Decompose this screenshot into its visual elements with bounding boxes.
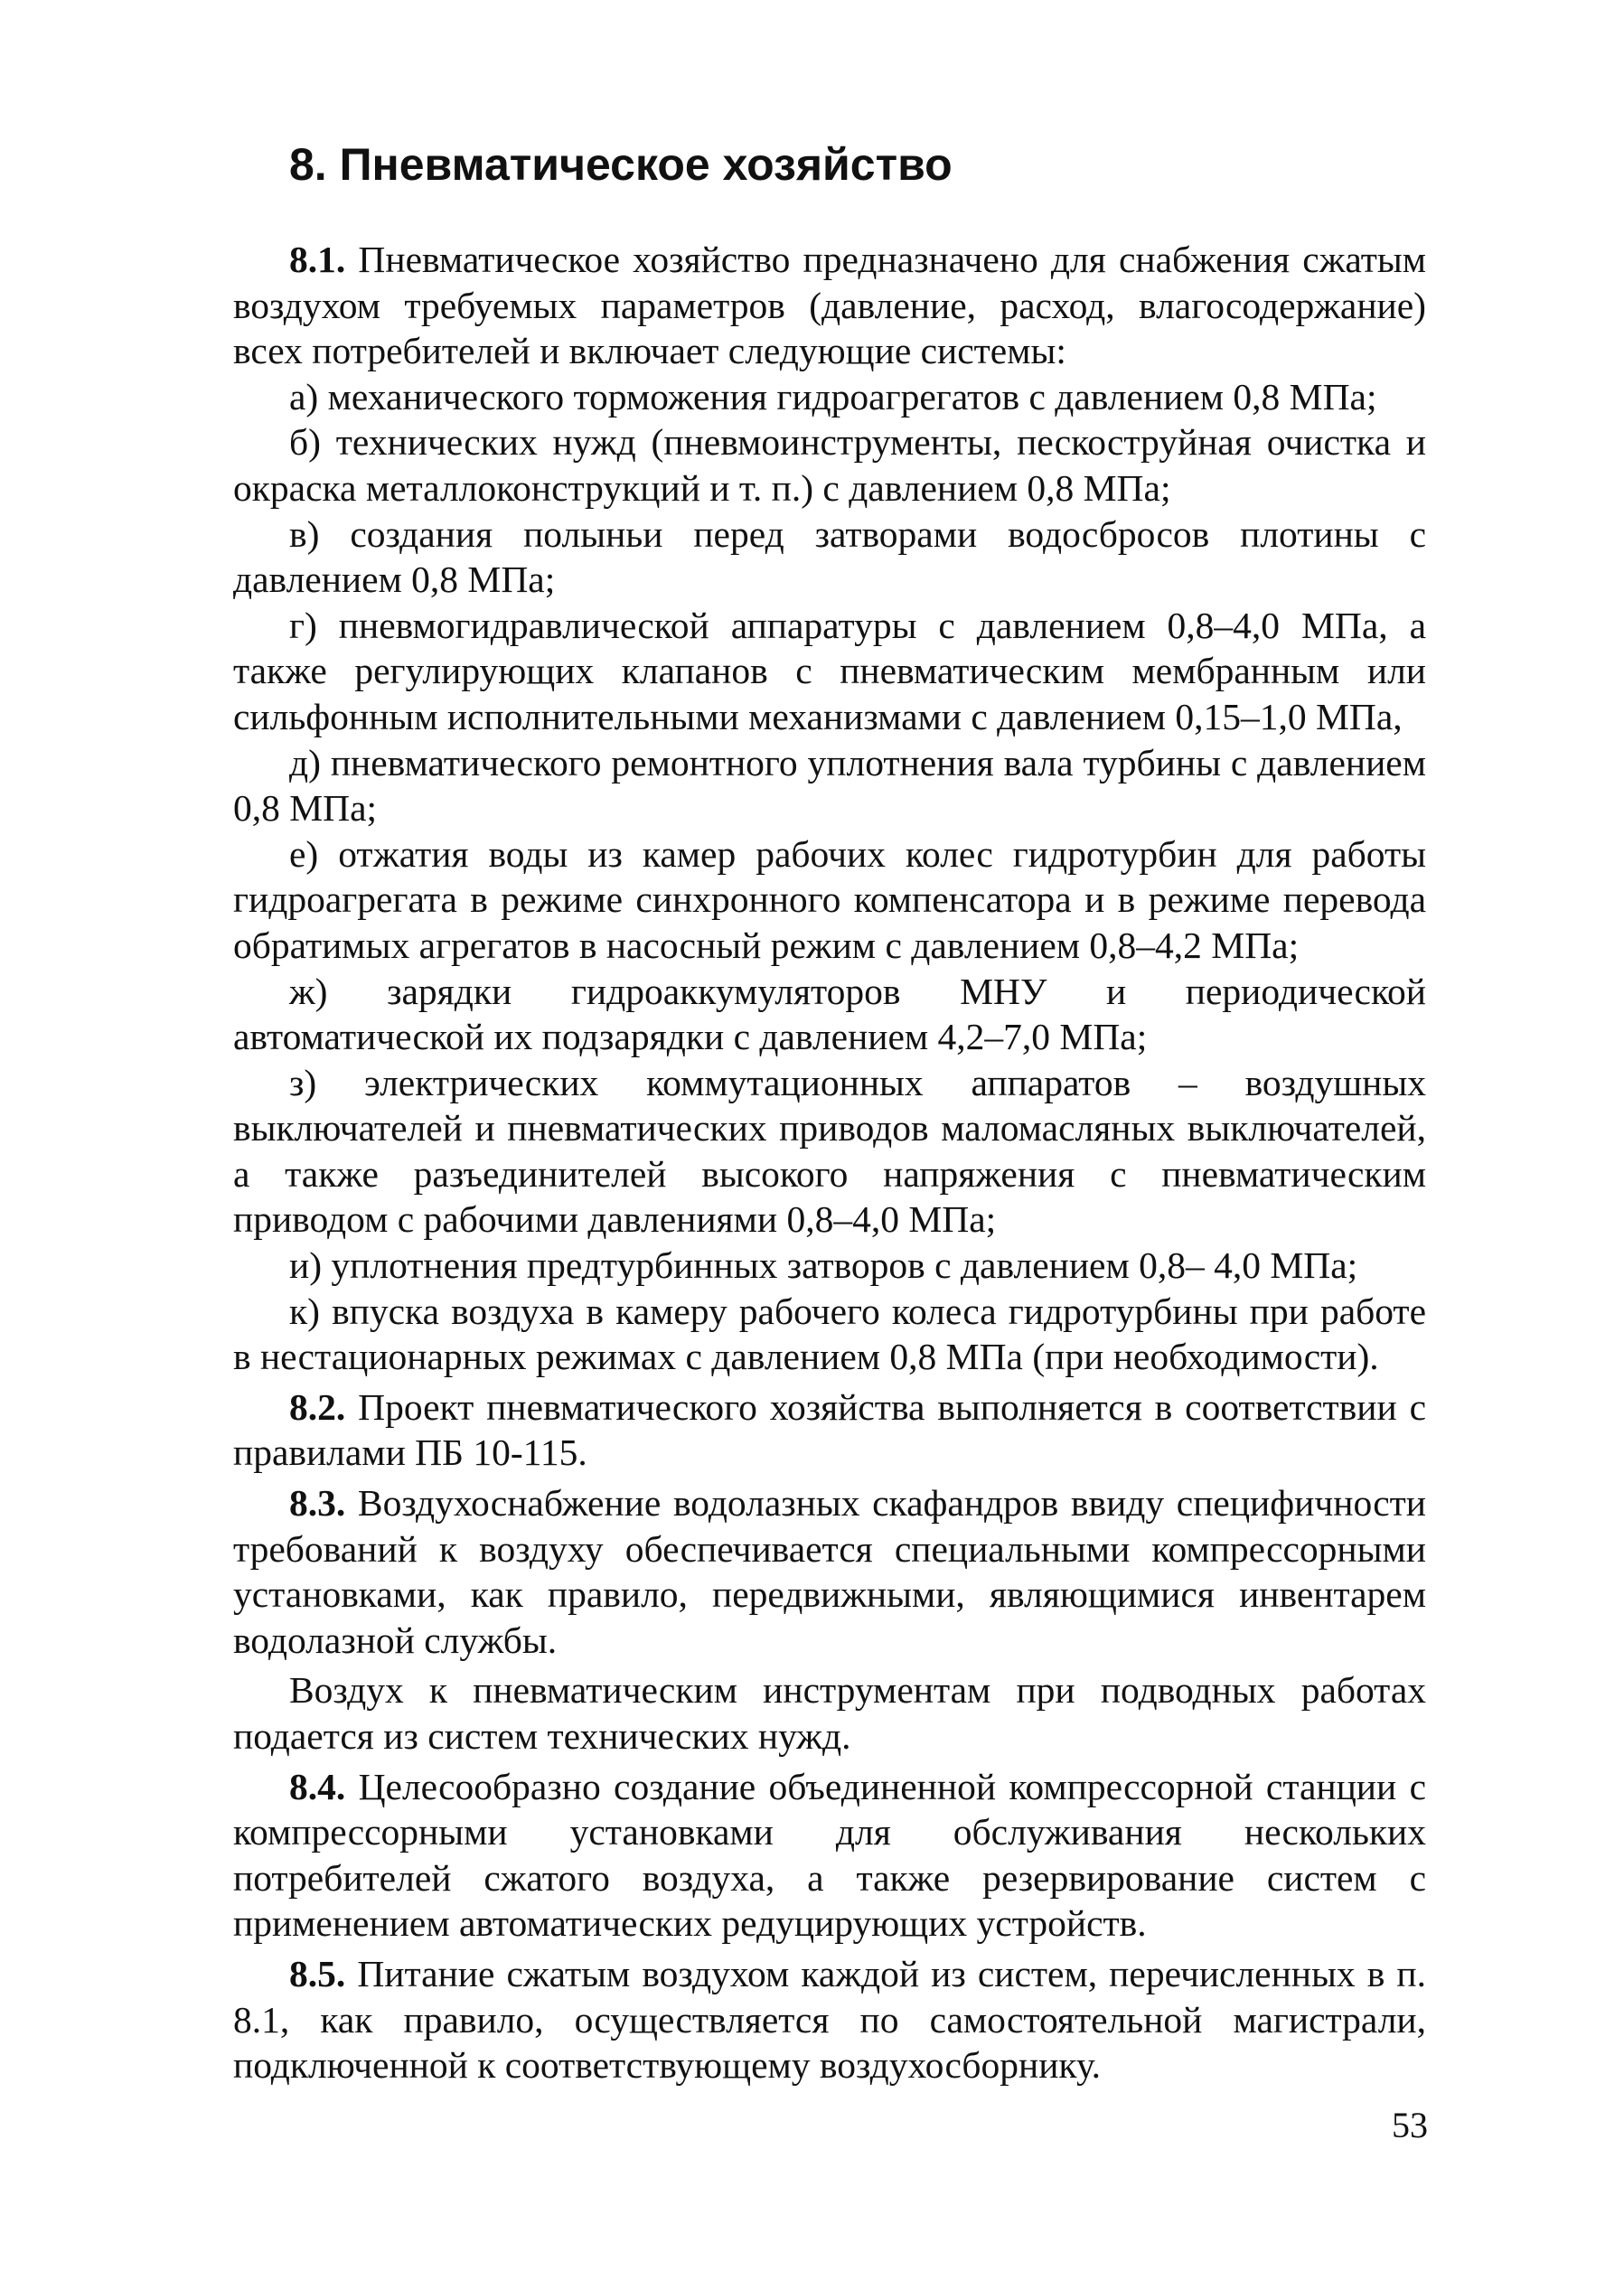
list-item-e	[233, 831, 1426, 969]
list-item-text: в) создания полыньи перед затворами водосбросов плотины с давлением 0,8 МПа;	[233, 512, 1426, 601]
list-item-text: з) электрических коммутационных аппаратов – воздушных выключателей и пневматических приводов маломасляных выключателей, а также разъединителей высокого напряжения с пневматическим приводом с рабочими давлениями 0,8–4,0 МПа;	[233, 1061, 1426, 1241]
list-item-g	[233, 603, 1426, 740]
paragraph-number: 8.4.	[289, 1765, 346, 1807]
list-item-text: к) впуска воздуха в камеру рабочего колеса гидротурбины при работе в нестационарных режимах с давлением 0,8 МПа (при необходимости).	[233, 1290, 1426, 1378]
list-item-v	[233, 511, 1426, 603]
section-body	[233, 237, 1426, 2088]
paragraph-text: Питание сжатым воздухом каждой из систем, перечисленных в п. 8.1, как правило, осуществляется по самостоятельной магистрали, подключенной к соответствующему воздухосборнику.	[233, 1952, 1426, 2087]
paragraph-text: Пневматическое хозяйство предназначено для снабжения сжатым воздухом требуемых параметров (давление, расход, влагосодержание) всех потребителей и включает следующие системы:	[233, 239, 1426, 372]
list-item-text: е) отжатия воды из камер рабочих колес гидротурбин для работы гидроагрегата в режиме синхронного компенсатора и в режиме перевода обратимых агрегатов в насосный режим с давлением 0,8–4,2 МПа;	[233, 832, 1426, 966]
paragraph-8-4	[233, 1764, 1426, 1947]
list-item-text: ж) зарядки гидроаккумуляторов МНУ и периодической автоматической их подзарядки с давлением 4,2–7,0 МПа;	[233, 970, 1426, 1058]
paragraph-number: 8.2.	[289, 1385, 346, 1428]
paragraph-8-1	[233, 237, 1426, 374]
list-item-z	[233, 1060, 1426, 1243]
paragraph-number: 8.1.	[289, 239, 346, 280]
paragraph-number: 8.3.	[289, 1482, 346, 1525]
list-item-zh	[233, 969, 1426, 1060]
paragraph-8-3	[233, 1480, 1426, 1663]
page-number: 53	[1392, 2105, 1428, 2145]
paragraph-text: Воздухоснабжение водолазных скафандров ввиду специфичности требований к воздуху обеспечивается специальными компрессорными установками, как правило, передвижными, являющимися инвентарем водолазной службы.	[233, 1482, 1426, 1661]
paragraph-8-2	[233, 1384, 1426, 1476]
list-item-text: д) пневматического ремонтного уплотнения вала турбины с давлением 0,8 МПа;	[233, 741, 1426, 830]
paragraph-text: Проект пневматического хозяйства выполняется в соответствии с правилами ПБ 10-115.	[233, 1385, 1426, 1474]
paragraph-text: Воздух к пневматическим инструментам при подводных работах подается из систем технических нужд.	[233, 1669, 1426, 1757]
list-item-k	[233, 1289, 1426, 1380]
paragraph-text: Целесообразно создание объединенной компрессорной станции с компрессорными установками для обслуживания нескольких потребителей сжатого воздуха, а также резервирование систем с применением автоматических редуцирующих устройств.	[233, 1765, 1426, 1945]
list-item-b	[233, 419, 1426, 511]
paragraph-8-3-continued	[233, 1667, 1426, 1759]
section-heading: 8. Пневматическое хозяйство	[289, 139, 953, 190]
paragraph-8-5	[233, 1951, 1426, 2088]
list-item-i	[233, 1243, 1426, 1289]
list-item-text: г) пневмогидравлической аппаратуры с давлением 0,8–4,0 МПа, а также регулирующих клапанов с пневматическим мембранным или сильфонным исполнительными механизмами с давлением 0,15–1,0 МПа,	[233, 604, 1426, 737]
list-item-text: а) механического торможения гидроагрегатов с давлением 0,8 МПа;	[289, 375, 1377, 418]
paragraph-number: 8.5.	[289, 1952, 346, 1994]
list-item-d	[233, 740, 1426, 831]
list-item-text: и) уплотнения предтурбинных затворов с давлением 0,8– 4,0 МПа;	[289, 1244, 1358, 1287]
list-item-text: б) технических нужд (пневмоинструменты, пескоструйная очистка и окраска металлоконструкций и т. п.) с давлением 0,8 МПа;	[233, 421, 1426, 509]
list-item-a	[233, 374, 1426, 420]
